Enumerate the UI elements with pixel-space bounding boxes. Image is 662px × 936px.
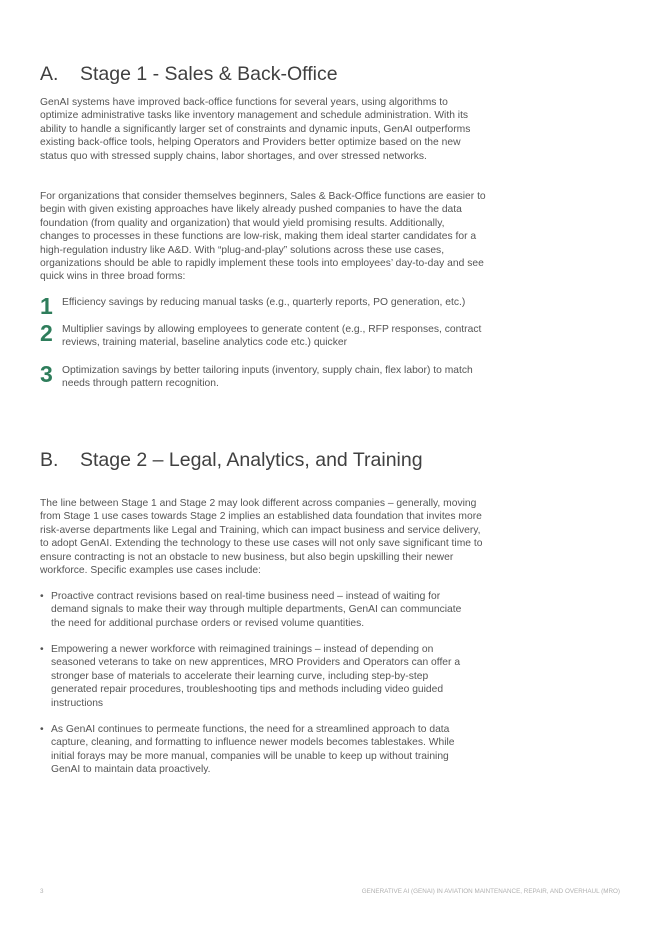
bullet-marker: • [40, 591, 44, 602]
item-number: 1 [40, 293, 53, 319]
section-b-letter: B. [40, 449, 59, 471]
item-text: Multiplier savings by allowing employees to generate content (e.g., RFP responses, contract reviews, training material, baseline analytics code etc.) quicker [62, 324, 482, 349]
bullet-text: As GenAI continues to permeate functions, the need for a streamlined approach to data capture, cleaning, and formatting to influence newer models becomes tablestakes. While initial forays may be more manual, companies will be unable to keep up without training GenAI to maintain data proactively. [51, 724, 455, 776]
section-a-paragraph-1: GenAI systems have improved back-office functions for several years, using algorithms to optimize administrative tasks like inventory management and schedule administration. With its ability to handle a significantly larger set of constraints and dynamic inputs, GenAI outperforms existing back-office tools, helping Operators and Providers better optimize based on the new status quo with stressed supply chains, labor shortages, and over stressed networks. [40, 97, 471, 162]
footer-page-number: 3 [40, 888, 44, 895]
bullet-text: Proactive contract revisions based on real-time business need – instead of waiting for demand signals to make their way through multiple departments, GenAI can communciate the need for additional purchase orders or revised volume quantities. [51, 591, 462, 629]
item-number: 3 [40, 361, 53, 387]
section-a-heading [40, 63, 338, 86]
section-a-paragraph-2: For organizations that consider themselves beginners, Sales & Back-Office functions are easier to begin with given existing approaches have likely already pushed companies to have the data foundation (from quality and organization) that would yield promising results. Additionally, changes to processes in these functions are low-risk, making them ideal starter candidates for a high-regulation industry like A&D. With “plug-and-play” solutions across these use cases, organizations should be able to rapidly implement these tools into employees’ day-to-day and see quick wins in three broad forms: [40, 191, 486, 283]
bullet-marker: • [40, 644, 44, 655]
item-text: Efficiency savings by reducing manual tasks (e.g., quarterly reports, PO generation, etc.) [62, 297, 466, 308]
footer-running-title: GENERATIVE AI (GENAI) IN AVIATION MAINTENANCE, REPAIR, AND OVERHAUL (MRO) [361, 888, 620, 895]
section-b-title: Stage 2 – Legal, Analytics, and Training [80, 449, 423, 471]
section-b-paragraph-1: The line between Stage 1 and Stage 2 may look different across companies – generally, moving from Stage 1 use cases towards Stage 2 implies an established data foundation that invites more risk-averse departments like Legal and Training, which can impact business and service delivery, to adopt GenAI. Extending the technology to these use cases will not only save significant time to ensure contracting is not an obstacle to new business, but also begin upskilling their newer workforce. Specific examples use cases include: [40, 498, 483, 577]
bullet-marker: • [40, 724, 44, 735]
section-b-heading [40, 449, 423, 472]
item-number: 2 [40, 320, 53, 346]
section-a-letter: A. [40, 63, 59, 85]
section-a-title: Stage 1 - Sales & Back-Office [80, 63, 338, 85]
bullet-text: Empowering a newer workforce with reimagined trainings – instead of depending on seasoned veterans to take on new apprentices, MRO Providers and Operators can offer a stronger base of materials to accelerate their learning curve, including step-by-step generated repair procedures, troubleshooting tips and methods including video guided instructions [51, 644, 461, 709]
item-text: Optimization savings by better tailoring inputs (inventory, supply chain, flex labor) to match needs through pattern recognition. [62, 365, 473, 390]
